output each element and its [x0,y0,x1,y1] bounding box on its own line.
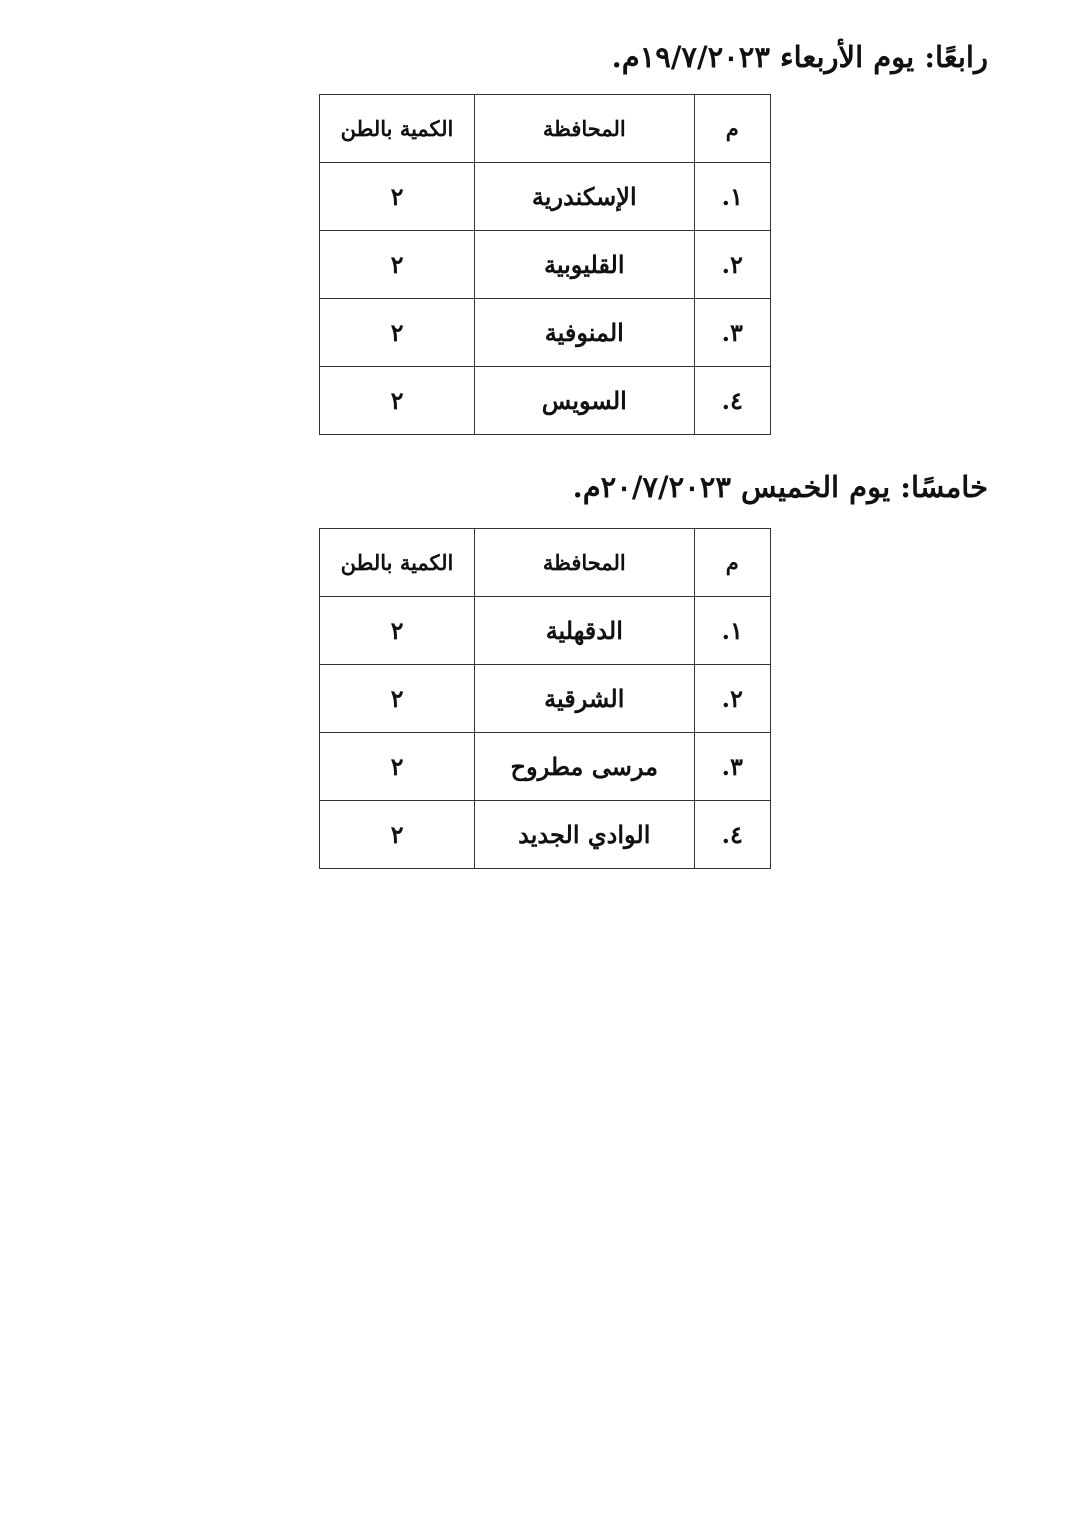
row-quantity: ٢ [320,231,475,299]
row-governorate: المنوفية [475,299,694,367]
row-governorate: الشرقية [475,665,694,733]
row-number: ٣. [694,733,771,801]
row-governorate: القليوبية [475,231,694,299]
row-quantity: ٢ [320,367,475,435]
section-heading-wednesday: رابعًا: يوم الأربعاء ١٩/٧/٢٠٢٣م. [611,40,988,74]
table-row [320,231,771,299]
header-quantity: الكمية بالطن [320,529,475,597]
header-number: م [694,529,771,597]
table-row [320,665,771,733]
row-governorate: الوادي الجديد [475,801,694,869]
section-heading-thursday: خامسًا: يوم الخميس ٢٠/٧/٢٠٢٣م. [572,470,988,504]
row-number: ٢. [694,665,771,733]
row-number: ١. [694,163,771,231]
row-quantity: ٢ [320,801,475,869]
row-quantity: ٢ [320,733,475,801]
row-quantity: ٢ [320,163,475,231]
table-header-row [320,95,771,163]
table-row [320,163,771,231]
distribution-table-thursday [319,528,771,869]
distribution-table-wednesday [319,94,771,435]
row-number: ١. [694,597,771,665]
row-quantity: ٢ [320,597,475,665]
table-row [320,367,771,435]
table-row [320,597,771,665]
header-number: م [694,95,771,163]
table-row [320,801,771,869]
row-governorate: مرسى مطروح [475,733,694,801]
table-row [320,733,771,801]
row-quantity: ٢ [320,665,475,733]
row-number: ٢. [694,231,771,299]
row-governorate: السويس [475,367,694,435]
table-row [320,299,771,367]
row-quantity: ٢ [320,299,475,367]
row-number: ٤. [694,367,771,435]
header-quantity: الكمية بالطن [320,95,475,163]
row-number: ٣. [694,299,771,367]
row-number: ٤. [694,801,771,869]
table-header-row [320,529,771,597]
row-governorate: الإسكندرية [475,163,694,231]
header-governorate: المحافظة [475,95,694,163]
row-governorate: الدقهلية [475,597,694,665]
header-governorate: المحافظة [475,529,694,597]
